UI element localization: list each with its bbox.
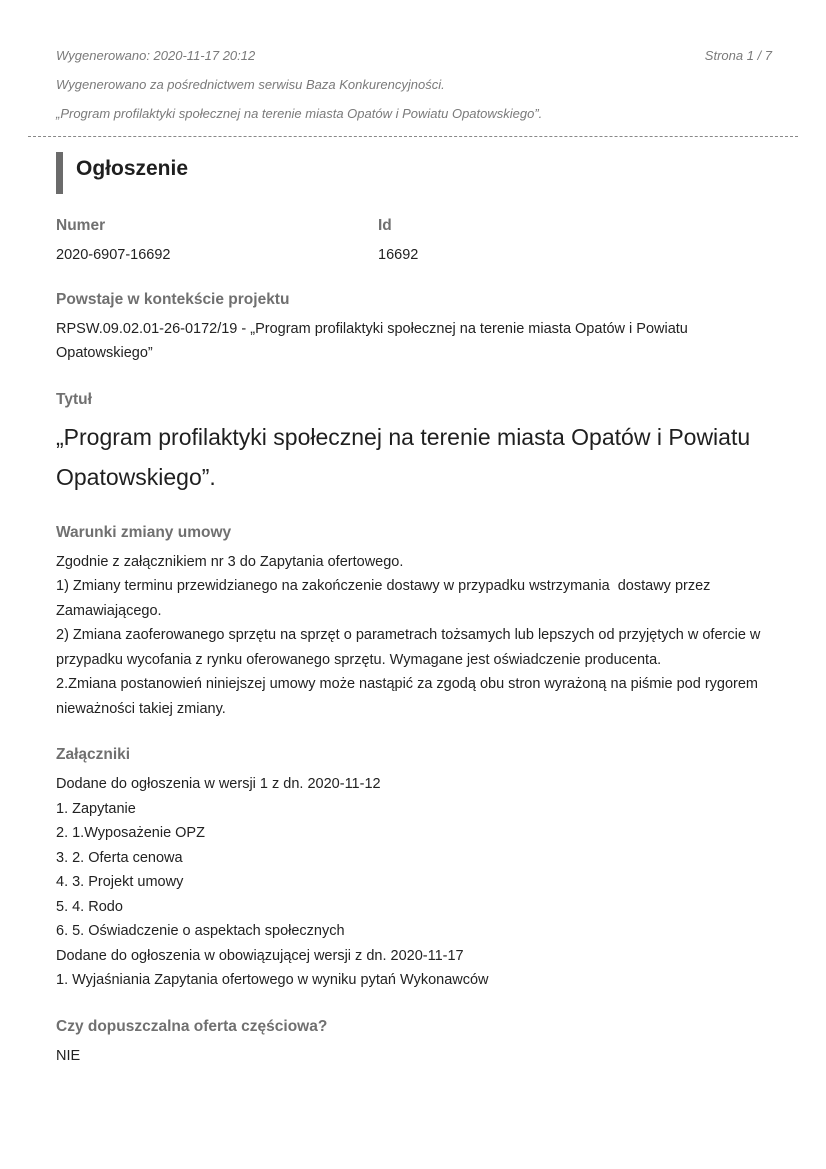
warunki-line: 1) Zmiany terminu przewidzianego na zakończenie dostawy w przypadku wstrzymania dostawy przez Zamawiającego. xyxy=(56,578,715,619)
tytul-value: „Program profilaktyki społecznej na terenie miasta Opatów i Powiatu Opatowskiego”. xyxy=(56,423,751,490)
numer-value: 2020-6907-16692 xyxy=(56,247,171,263)
attachment-item: 4. 3. Projekt umowy xyxy=(56,874,184,890)
page-header xyxy=(56,46,772,133)
czesciowa-label: Czy dopuszczalna oferta częściowa? xyxy=(56,1017,328,1035)
czesciowa-value: NIE xyxy=(56,1047,81,1064)
id-value: 16692 xyxy=(378,247,419,263)
warunki-line: Zgodnie z załącznikiem nr 3 do Zapytania ofertowego. xyxy=(56,553,404,570)
zalaczniki-field xyxy=(56,743,774,993)
tytul-label: Tytuł xyxy=(56,390,92,408)
czesciowa-field xyxy=(56,1015,774,1069)
attachment-item: 3. 2. Oferta cenowa xyxy=(56,849,183,866)
section-title: Ogłoszenie xyxy=(56,152,188,194)
page-number: Strona 1 / 7 xyxy=(704,48,772,63)
projekt-field xyxy=(56,288,774,366)
warunki-label: Warunki zmiany umowy xyxy=(56,523,232,541)
attachment-item: 2. 1.Wyposażenie OPZ xyxy=(56,825,205,841)
zalaczniki-version-header: Dodane do ogłoszenia w wersji 1 z dn. 2020-11-12 xyxy=(56,776,381,792)
zalaczniki-label: Załączniki xyxy=(56,746,131,763)
header-divider xyxy=(28,136,798,137)
attachment-item: 6. 5. Oświadczenie o aspektach społecznych xyxy=(56,923,345,939)
id-field xyxy=(378,214,418,268)
zalaczniki-list xyxy=(56,772,774,993)
header-meta-row xyxy=(56,46,772,66)
projekt-value: RPSW.09.02.01-26-0172/19 - „Program profilaktyki społecznej na terenie miasta Opatów i Powiatu Opatowskiego” xyxy=(56,320,688,361)
header-project-title: „Program profilaktyki społecznej na terenie miasta Opatów i Powiatu Opatowskiego”. xyxy=(56,106,543,121)
generated-timestamp: Wygenerowano: 2020-11-17 20:12 xyxy=(56,48,256,63)
warunki-field xyxy=(56,521,774,722)
id-label: Id xyxy=(378,217,392,234)
warunki-lines xyxy=(56,550,774,722)
numer-label: Numer xyxy=(56,217,106,234)
warunki-line: 2) Zmiana zaoferowanego sprzętu na sprzęt o parametrach tożsamych lub lepszych od przyjętych w ofercie w przypadku wycofania z rynku oferowanego sprzętu. Wymagane jest oświadczenie producenta. xyxy=(56,627,765,668)
tytul-field xyxy=(56,388,774,497)
attachment-item: 1. Zapytanie xyxy=(56,800,136,817)
projekt-label: Powstaje w kontekście projektu xyxy=(56,290,290,308)
numer-field xyxy=(56,214,378,268)
document-content xyxy=(56,214,774,1090)
warunki-line: 2.Zmiana postanowień niniejszej umowy może nastąpić za zgodą obu stron wyrażoną na piśmie pod rygorem nieważności takiej zmiany. xyxy=(56,676,763,717)
zalaczniki-version-header: Dodane do ogłoszenia w obowiązującej wersji z dn. 2020-11-17 xyxy=(56,947,464,964)
attachment-item: 5. 4. Rodo xyxy=(56,898,123,915)
attachment-item: 1. Wyjaśniania Zapytania ofertowego w wyniku pytań Wykonawców xyxy=(56,972,489,988)
number-id-row xyxy=(56,214,774,268)
generated-source: Wygenerowano za pośrednictwem serwisu Baza Konkurencyjności. xyxy=(56,77,445,92)
